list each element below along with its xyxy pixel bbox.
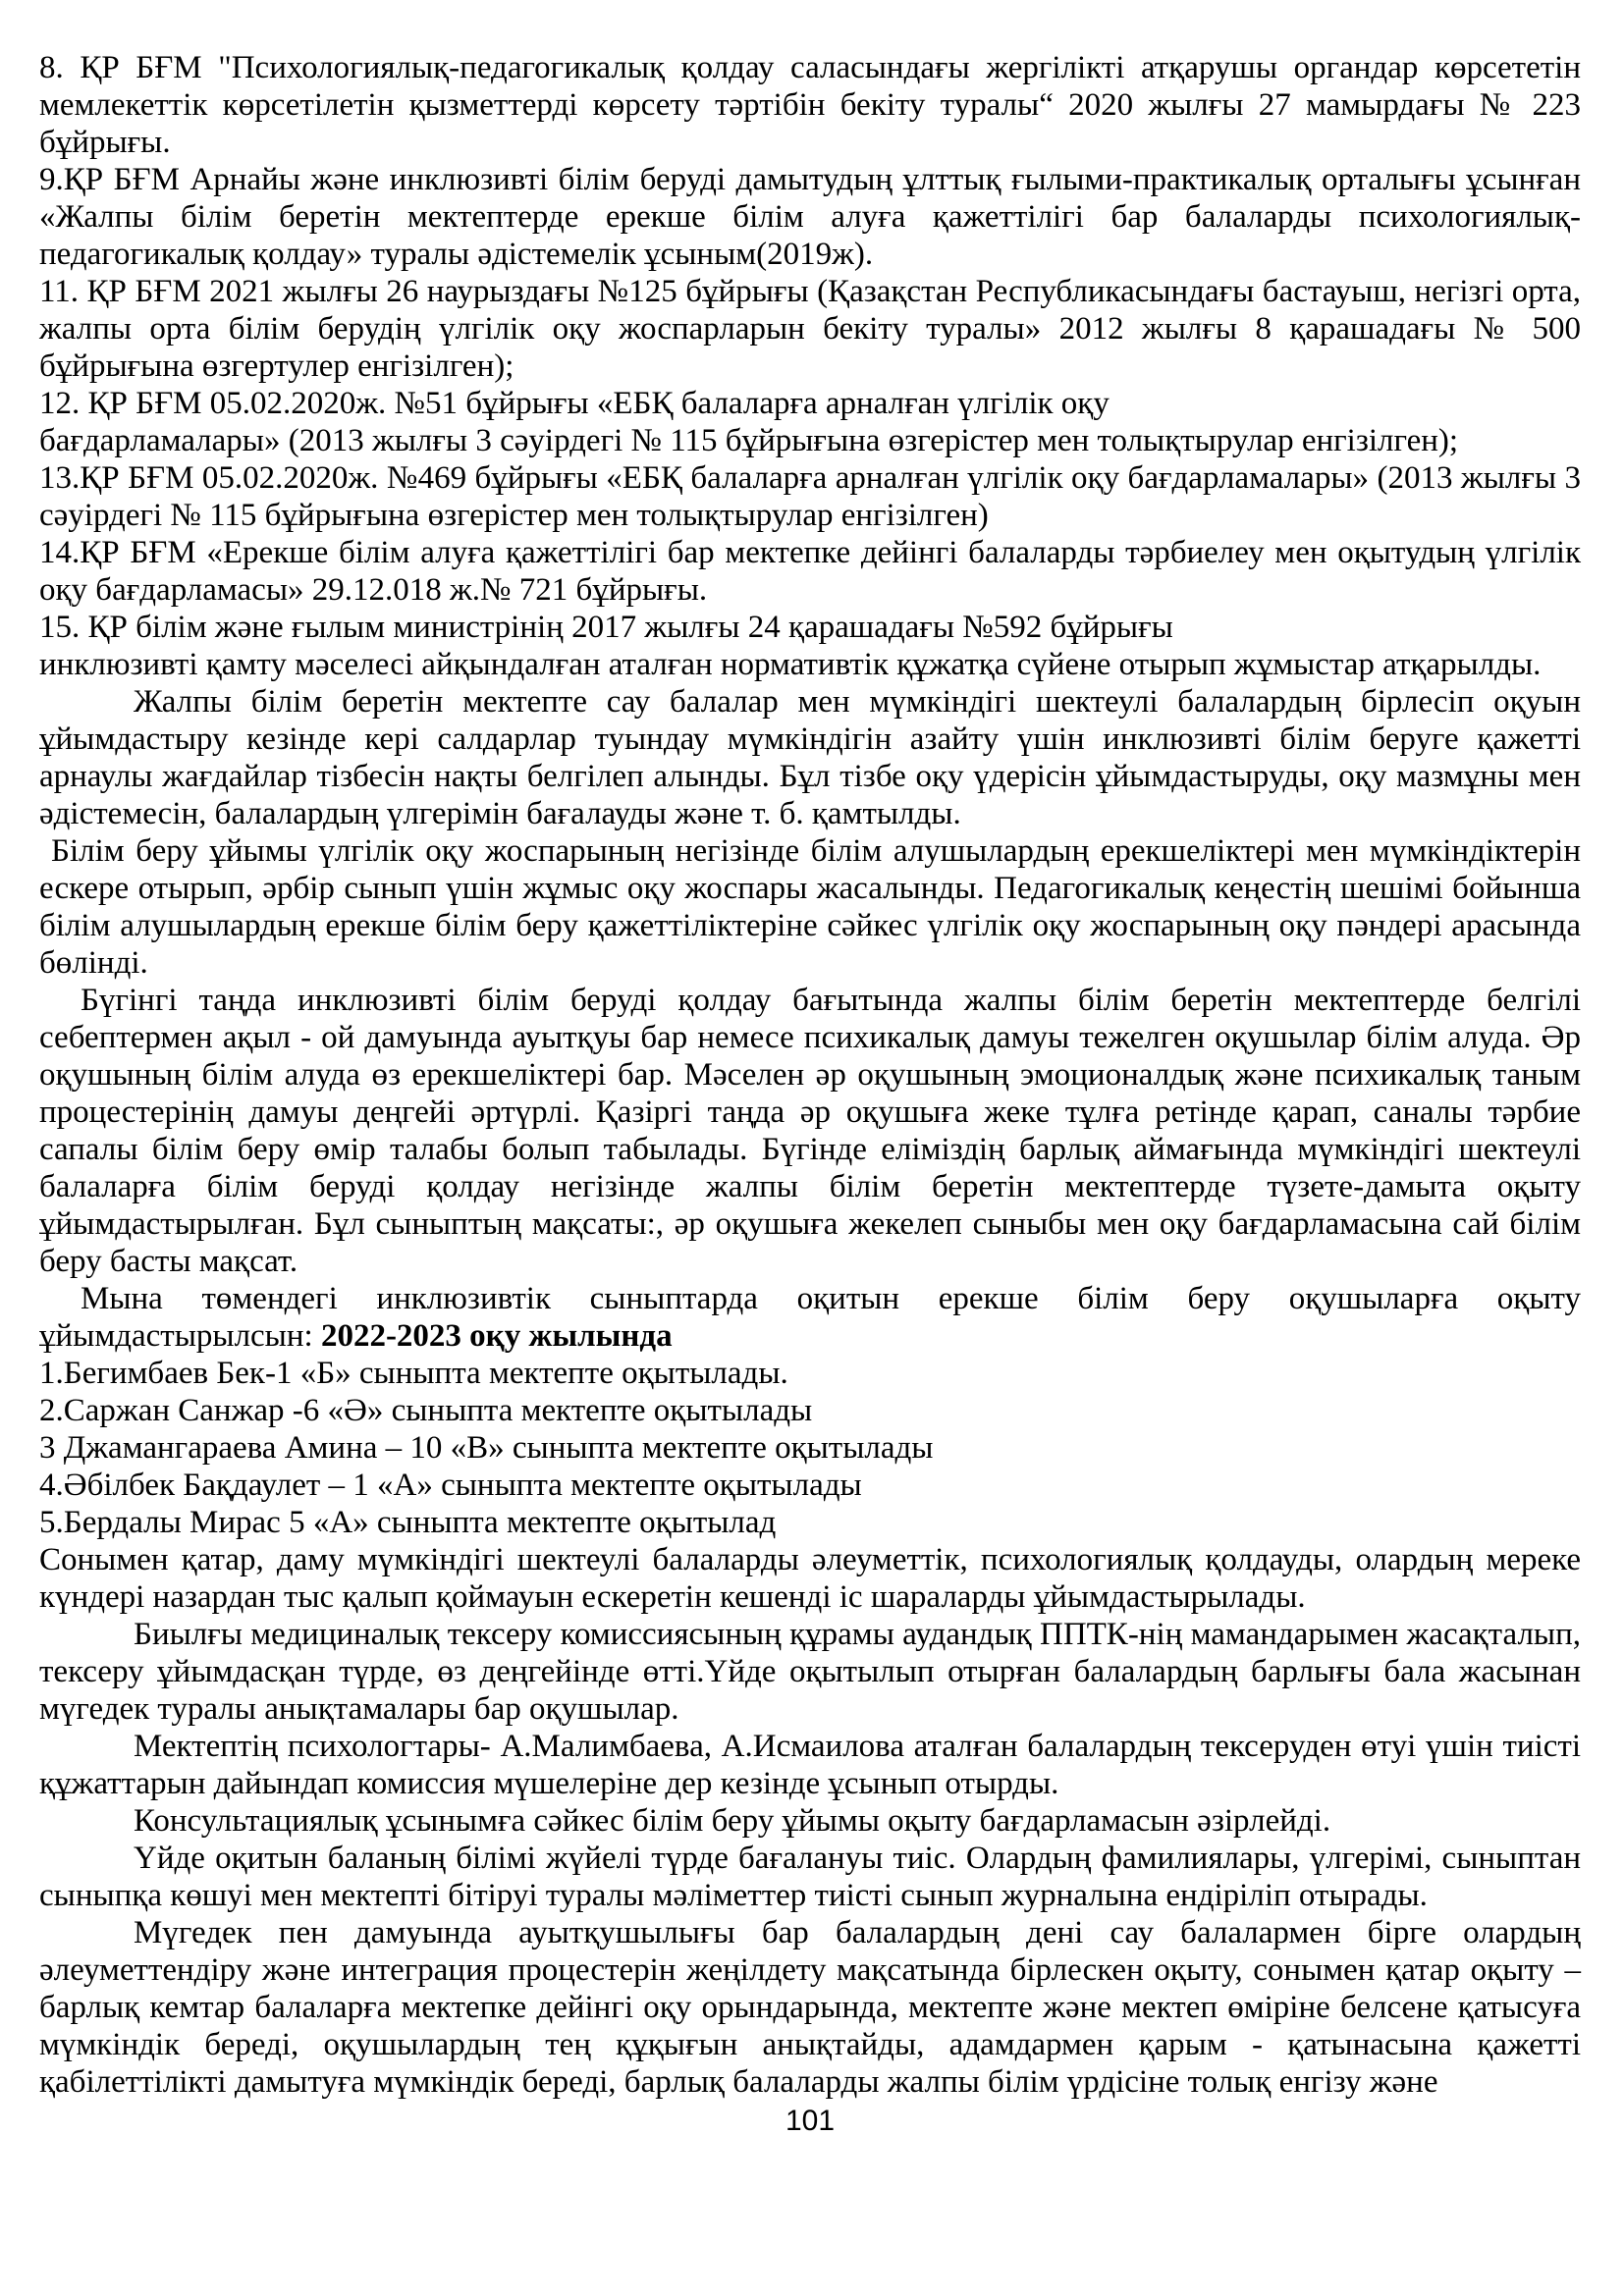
reference-item: 13.ҚР БҒМ 05.02.2020ж. №469 бұйрығы «ЕБҚ балаларға арналған үлгілік оқу бағдарламалары» (2013 жылғы 3 сәуірдегі № 115 бұйрығына өзгерістер мен толықтырулар енгізілген): [39, 460, 1581, 533]
body-paragraph: Консультациялық ұсынымға сәйкес білім беру ұйымы оқыту бағдарламасын әзірлейді.: [134, 1803, 1331, 1839]
reference-item: 8. ҚР БҒМ "Психологиялық-педагогикалық қолдау саласындағы жергілікті атқарушы органдар көрсететін мемлекеттік көрсетілетін қызметтерді көрсету тәртібін бекіту туралы“ 2020 жылғы 27 мамырдағы № 223 бұйрығы.: [39, 50, 1581, 160]
reference-item: 15. ҚР білім және ғылым министрінің 2017 жылғы 24 қарашадағы №592 бұйрығы: [39, 610, 1173, 645]
reference-item-continuation: инклюзивті қамту мәселесі айқындалған аталған нормативтік құжатқа сүйене отырып жұмыстар атқарылды.: [39, 647, 1542, 682]
body-paragraph: Жалпы білім беретін мектепте сау балалар мен мүмкіндігі шектеулі балалардың бірлесіп оқуын ұйымдастыру кезінде кері салдарлар туындау мүмкіндігін азайту үшін инклюзивті білім беруге қажетті арнаулы жағдайлар тізбесін нақты белгілеп алынды. Бұл тізбе оқу үдерісін ұйымдастыруды, оқу мазмұны мен әдістемесін, балалардың үлгерімін бағалауды және т. б. қамтылды.: [39, 684, 1581, 831]
reference-item: 14.ҚР БҒМ «Ерекше білім алуға қажеттілігі бар мектепке дейінгі балаларды тәрбиелеу мен оқытудың үлгілік оқу бағдарламасы» 29.12.018 ж.№ 721 бұйрығы.: [39, 535, 1581, 608]
student-list-item: 3 Джамангараева Амина – 10 «В» сыныпта мектепте оқытылады: [39, 1430, 934, 1466]
body-paragraph: Мүгедек пен дамуында ауытқушылығы бар балалардың дені сау балалармен бірге олардың әлеуметтендіру және интеграция процестерін жеңілдету мақсатында бірлескен оқыту, сонымен қатар оқыту – барлық кемтар балаларға мектепке дейінгі оқу орындарында, мектепте және мектеп өміріне белсене қатысуға мүмкіндік береді, оқушылардың тең құқығын анықтайды, адамдармен қарым - қатынасына қажетті қабілеттілікті дамытуға мүмкіндік береді, барлық балаларды жалпы білім үрдісіне толық енгізу және: [39, 1915, 1581, 2100]
reference-item: 9.ҚР БҒМ Арнайы және инклюзивті білім беруді дамытудың ұлттық ғылыми-практикалық орталығы ұсынған «Жалпы білім беретін мектептерде ерекше білім алуға қажеттілігі бар балаларды психологиялық-педагогикалық қолдау» туралы әдістемелік ұсыным(2019ж).: [39, 162, 1581, 272]
page-number: 101: [785, 2105, 836, 2137]
student-list-item: 1.Бегимбаев Бек-1 «Б» сыныпта мектепте оқытылады.: [39, 1356, 788, 1391]
reference-item: 12. ҚР БҒМ 05.02.2020ж. №51 бұйрығы «ЕБҚ балаларға арналған үлгілік оқу: [39, 386, 1110, 421]
body-paragraph: Сонымен қатар, даму мүмкіндігі шектеулі балаларды әлеуметтік, психологиялық қолдауды, олардың мереке күндері назардан тыс қалып қоймауын ескеретін кешенді іс шараларды ұйымдастырылады.: [39, 1542, 1581, 1615]
inclusive-classes-intro: [39, 1280, 1581, 1355]
body-paragraph: Биылғы медициналық тексеру комиссиясының құрамы аудандық ППТК-нің мамандарымен жасақталып, тексеру ұйымдасқан түрде, өз деңгейінде өтті.Үйде оқытылып отырған балалардың барлығы бала жасынан мүгедек туралы анықтамалары бар оқушылар.: [39, 1617, 1581, 1727]
student-list-item: 5.Бердалы Мирас 5 «А» сыныпта мектепте оқытылад: [39, 1505, 777, 1540]
body-paragraph: Үйде оқитын баланың білімі жүйелі түрде бағалануы тиіс. Олардың фамилиялары, үлгерімі, сыныптан сыныпқа көшуі мен мектепті бітіруі туралы мәліметтер тиісті сынып журналына ендіріліп отырады.: [39, 1841, 1581, 1913]
student-list-item: 4.Әбілбек Бақдаулет – 1 «А» сыныпта мектепте оқытылады: [39, 1468, 862, 1503]
school-year-bold: 2022-2023 оқу жылында: [320, 1318, 673, 1354]
body-paragraph: Бүгінгі таңда инклюзивті білім беруді қолдау бағытында жалпы білім беретін мектептерде белгілі себептермен ақыл - ой дамуында ауытқуы бар немесе психикалық дамуы тежелген оқушылар білім алуда. Әр оқушының білім алуда өз ерекшеліктері бар. Мәселен әр оқушының эмоционалдық және психикалық таным процестерінің дамуы деңгейі әртүрлі. Қазіргі таңда әр оқушыға жеке тұлға ретінде қарап, саналы тәрбие сапалы білім беру өмір талабы болып табылады. Бүгінде еліміздің барлық аймағында мүмкіндігі шектеулі балаларға білім беруді қолдау негізінде жалпы білім беретін мектептерде түзете-дамыта оқыту ұйымдастырылған. Бұл сыныптың мақсаты:, әр оқушыға жекелеп сыныбы мен оқу бағдарламасына сай білім беру басты мақсат.: [39, 983, 1581, 1279]
student-list-item: 2.Саржан Санжар -6 «Ә» сыныпта мектепте оқытылады: [39, 1393, 813, 1428]
reference-item-continuation: бағдарламалары» (2013 жылғы 3 сәуірдегі № 115 бұйрығына өзгерістер мен толықтырулар енгізілген);: [39, 423, 1459, 458]
body-paragraph: Білім беру ұйымы үлгілік оқу жоспарының негізінде білім алушылардың ерекшеліктері мен мүмкіндіктерін ескере отырып, әрбір сынып үшін жұмыс оқу жоспары жасалынды. Педагогикалық кеңестің шешімі бойынша білім алушылардың ерекше білім беру қажеттіліктеріне сәйкес үлгілік оқу жоспарының оқу пәндері арасында бөлінді.: [39, 833, 1581, 981]
body-paragraph: Мектептің психологтары- А.Малимбаева, А.Исмаилова аталған балалардың тексеруден өтуі үшін тиісті құжаттарын дайындап комиссия мүшелеріне дер кезінде ұсынып отырды.: [39, 1729, 1581, 1801]
inclusive-classes-intro-text: Мына төмендегі инклюзивтік сыныптарда оқитын ерекше білім беру оқушыларға оқыту ұйымдастырылсын:: [39, 1281, 1581, 1354]
reference-item: 11. ҚР БҒМ 2021 жылғы 26 наурыздағы №125 бұйрығы (Қазақстан Республикасындағы бастауыш, негізгі орта, жалпы орта білім берудің үлгілік оқу жоспарларын бекіту туралы» 2012 жылғы 8 қарашадағы № 500 бұйрығына өзгертулер енгізілген);: [39, 274, 1581, 384]
